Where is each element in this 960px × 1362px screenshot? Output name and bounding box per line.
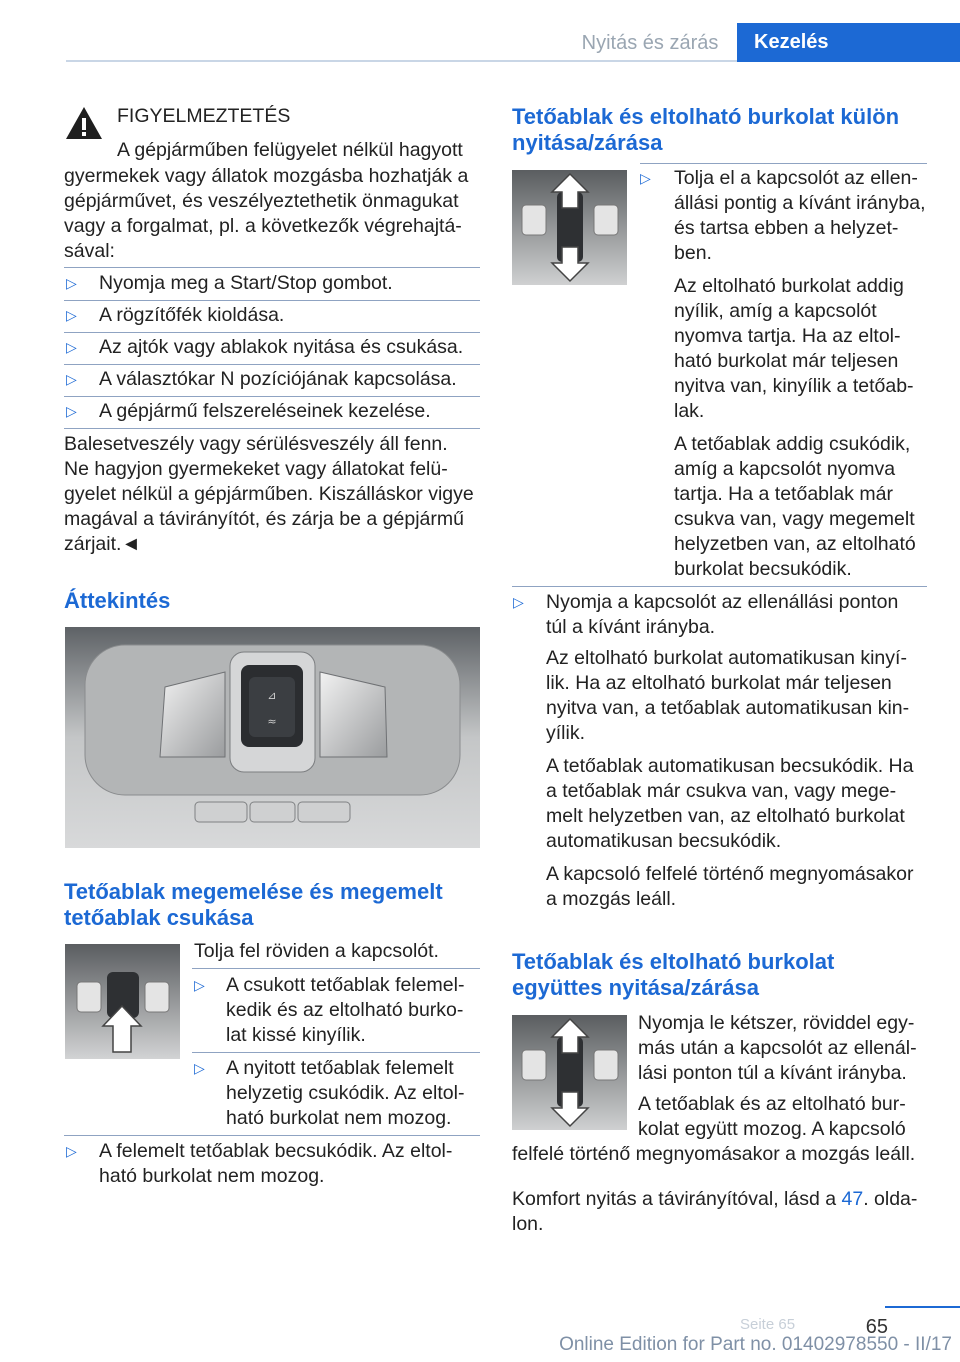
watermark: Seite 65 [740,1316,796,1333]
separate-heading: Tetőablak és eltolható burkolat külön nyitása/zárása [512,104,900,155]
bullet-triangle-icon: ▷ [66,307,77,323]
tilt-item-1: A csukott tetőablak felemel- kedik és az eltolható burko- lat kissé kinyílik. [226,974,465,1046]
svg-text:≈: ≈ [267,715,277,728]
separator [640,163,927,164]
page-rule [885,1306,960,1308]
together-p2-end: felfelé történő megnyomásakor a mozgás leáll. [512,1143,916,1165]
bullet-triangle-icon: ▷ [513,594,524,610]
warning-item: A gépjármű felszereléseinek kezelése. [99,400,431,422]
tab-section[interactable]: Nyitás és zárás [581,32,719,54]
warning-icon [64,104,104,142]
separate-item-1-p1: Tolja el a kapcsolót az ellen- állási pontig a kívánt irányba, és tartsa ebben a helyzet- ben. [674,167,926,264]
separate-switch-image [512,170,627,285]
tab-active[interactable] [737,23,960,62]
tilt-item-3: A felemelt tetőablak becsukódik. Az eltol- ható burkolat nem mozog. [99,1140,453,1187]
separator [192,1052,480,1053]
warning-title: FIGYELMEZTETÉS [117,105,291,127]
tilt-intro: Tolja fel röviden a kapcsolót. [194,940,439,962]
warning-outro: Balesetveszély vagy sérülésveszély áll fenn. Ne hagyjon gyermekeket vagy állatokat felü- gyelet nélkül a gépjárműben. Kiszálláskor vigye magával a távirányítót, és zárja be a gépjármű zárjait.◄ [64,433,474,555]
separator [64,300,480,301]
warning-intro-line1: A gépjárműben felügyelet nélkül hagyott [117,139,463,161]
separator [64,332,480,333]
together-p2: A tetőablak és az eltolható bur- kolat együtt mozog. A kapcsoló [638,1093,906,1140]
separate-item-2-p3: A tetőablak automatikusan becsukódik. Ha a tetőablak már csukva van, vagy mege- melt helyzetben van, az eltolható burkolat automatikusan becsukódik. [546,755,914,852]
edition-footer: Online Edition for Part no. 01402978550 - II/17 [559,1334,952,1355]
bullet-triangle-icon: ▷ [194,1060,205,1076]
warning-item: Az ajtók vagy ablakok nyitása és csukása. [99,336,464,358]
separate-item-2-p2: Az eltolható burkolat automatikusan kinyí- lik. Ha az eltolható burkolat már teljesen nyitva van, a tetőablak automatikusan kin- yílik. [546,647,910,744]
separate-item-2-p4: A kapcsoló felfelé történő megnyomásakor a mozgás leáll. [546,863,914,910]
warning-item: A választókar N pozíciójának kapcsolása. [99,368,457,390]
overview-heading: Áttekintés [64,588,171,613]
separator [64,1135,480,1136]
overview-image [65,627,480,848]
page-link[interactable]: 47 [841,1188,864,1210]
bullet-triangle-icon: ▷ [66,1143,77,1159]
separator [64,428,480,429]
svg-text:⊿: ⊿ [267,689,277,702]
separate-item-1-p2: Az eltolható burkolat addig nyílik, amíg a kapcsolót nyomva tartja. Ha az eltol- ható burkolat már teljesen nyitva van, kinyílik a tetőab- lak. [674,275,914,422]
bullet-triangle-icon: ▷ [66,275,77,291]
separate-item-2-p1: Nyomja a kapcsolót az ellenállási ponton túl a kívánt irányba. [546,591,899,638]
separator [512,586,927,587]
bullet-triangle-icon: ▷ [640,170,651,186]
separator [64,364,480,365]
together-p1: Nyomja le kétszer, röviddel egy- más után a kapcsolót az ellenál- lási ponton túl a kívánt irányba. [638,1012,917,1084]
separator [192,968,480,969]
together-heading: Tetőablak és eltolható burkolat együttes nyitása/zárása [512,949,835,1000]
warning-intro: gyermekek vagy állatok mozgásba hozhatják a gépjárművet, és veszélyeztethetik önmagukat vagy a forgalmat, pl. a következők végrehajtá- sával: [64,165,469,262]
tilt-item-2: A nyitott tetőablak felemelt helyzetig csukódik. Az eltol- ható burkolat nem mozog. [226,1057,465,1129]
bullet-triangle-icon: ▷ [66,403,77,419]
page-number: 65 [865,1316,888,1338]
bullet-triangle-icon: ▷ [194,977,205,993]
tilt-heading: Tetőablak megemelése és megemelt tetőablak csukása [64,879,443,930]
bullet-triangle-icon: ▷ [66,339,77,355]
together-switch-image [512,1015,627,1130]
separate-item-1-p3: A tetőablak addig csukódik, amíg a kapcsolót nyomva tartja. Ha a tetőablak már csukva van, vagy megemelt helyzetben van, az eltolható burkolat becsukódik. [674,433,916,580]
tilt-switch-image [65,944,180,1059]
warning-item: A rögzítőfék kioldása. [99,304,285,326]
separator [64,396,480,397]
comfort-paragraph: Komfort nyitás a távirányítóval, lásd a 47. olda- lon. [512,1188,918,1235]
warning-item: Nyomja meg a Start/Stop gombot. [99,272,393,294]
separator [64,267,480,268]
tab-active-label: Kezelés [754,31,829,53]
bullet-triangle-icon: ▷ [66,371,77,387]
